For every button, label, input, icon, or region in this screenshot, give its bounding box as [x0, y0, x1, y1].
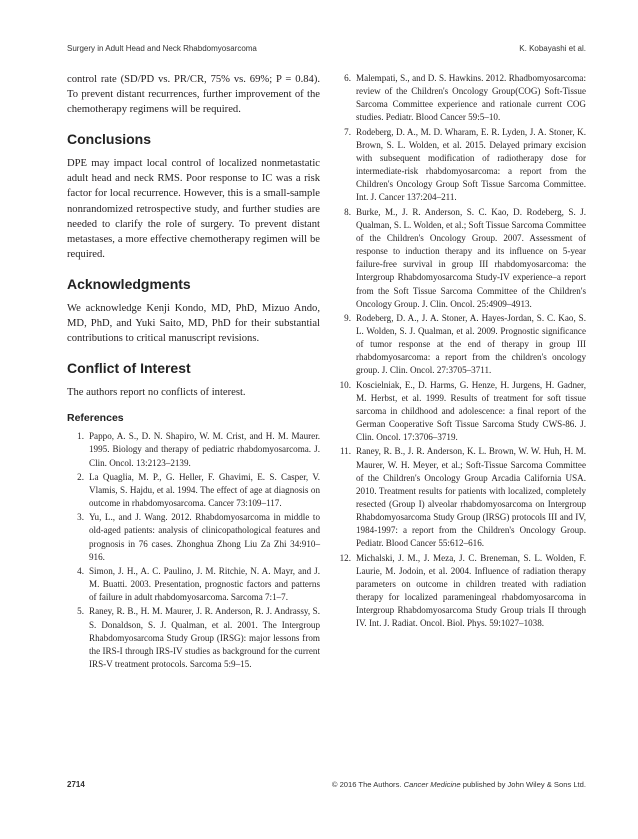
references-heading: References — [67, 412, 124, 425]
reference-text: Koscielniak, E., D. Harms, G. Henze, H. Jurgens, H. Gadner, M. Herbst, et al. 1999. Results of treatment for soft tissue sarcoma in childhood and adolescence: a final report of the German Cooperative Soft Tissue Sarcoma Study CWS-86. J. Clin. Oncol. 17:3706–3719. — [356, 379, 586, 443]
reference-item — [67, 605, 320, 671]
reference-item — [334, 126, 586, 205]
reference-item — [67, 511, 320, 564]
reference-item — [334, 379, 586, 445]
conclusions-heading: Conclusions — [67, 131, 152, 148]
copyright-line — [332, 780, 586, 789]
left-column — [67, 72, 320, 672]
reference-item — [334, 445, 586, 550]
reference-item — [67, 430, 320, 469]
page-footer — [67, 780, 586, 789]
reference-text: Rodeberg, D. A., M. D. Wharam, E. R. Lyden, J. A. Stoner, K. Brown, S. L. Wolden, et al. 2015. Delayed primary excision with subsequent modification of radiotherapy dose for intermediate-risk rhabdomyosarcoma: a report from the Children's Oncology Group Soft Tissue Sarcoma Committee. Int. J. Cancer 137:204–211. — [356, 126, 586, 203]
reference-item — [334, 206, 586, 311]
running-head — [67, 44, 586, 53]
reference-list-left — [67, 430, 320, 671]
reference-item — [67, 565, 320, 604]
reference-number: 9. — [344, 312, 351, 323]
reference-number: 6. — [344, 73, 351, 83]
reference-number: 10. — [339, 379, 351, 390]
right-column — [334, 72, 586, 632]
copyright-prefix: © 2016 The Authors. — [331, 780, 402, 789]
reference-item — [334, 312, 586, 378]
reference-number: 5. — [77, 606, 84, 617]
reference-text: Pappo, A. S., D. N. Shapiro, W. M. Crist, and H. M. Maurer. 1995. Biology and therapy of pediatric rhabdomyosarcoma. J. Clin. Oncol. 13:2123–2139. — [89, 431, 320, 468]
reference-text: Yu, L., and J. Wang. 2012. Rhabdomyosarcoma in middle to old-aged patients: analysis of clinicopathological features and prognosis in 76 cases. Zhonghua Zhong Liu Za Zhi 34:910–916. — [89, 512, 320, 562]
reference-text: Rodeberg, D. A., J. A. Stoner, A. Hayes-Jordan, S. C. Kao, S. L. Wolden, S. J. Qualman, et al. 2009. Prognostic significance of tumor response at the end of therapy in group III rhabdomyosarcoma: a report from the children's oncology group. J. Clin. Oncol. 27:3705–3711. — [356, 312, 586, 376]
reference-number: 7. — [344, 126, 351, 137]
intro-paragraph: control rate (SD/PD vs. PR/CR, 75% vs. 69%; P = 0.84). To prevent distant recurrences, further improvement of the chemotherapy regimens will be required. — [67, 74, 320, 116]
reference-text: Raney, R. B., H. M. Maurer, J. R. Anderson, R. J. Andrassy, S. S. Donaldson, S. J. Qualman, et al. 2001. The Intergroup Rhabdomyosarcoma Study Group (IRSG): major lessons from the IRS-I through IRS-IV studies as background for the current IRS-V treatment protocols. Sarcoma 5:9–15. — [89, 606, 320, 669]
reference-text: La Quaglia, M. P., G. Heller, F. Ghavimi, E. S. Casper, V. Vlamis, S. Hajdu, et al. 1994. The effect of age at diagnosis on outcome in rhabdomyosarcoma. Cancer 73:109–117. — [89, 471, 320, 509]
running-title: Surgery in Adult Head and Neck Rhabdomyosarcoma — [67, 44, 257, 53]
reference-number: 12. — [339, 552, 351, 563]
reference-text: Simon, J. H., A. C. Paulino, J. M. Ritchie, N. A. Mayr, and J. M. Buatti. 2003. Presentation, prognostic factors and patterns of failure in adult rhabdomyosarcoma. Sarcoma 7:1–7. — [89, 565, 320, 603]
reference-number: 11. — [339, 446, 351, 457]
coi-heading: Conflict of Interest — [67, 360, 191, 377]
reference-text: Burke, M., J. R. Anderson, S. C. Kao, D. Rodeberg, S. J. Qualman, S. L. Wolden, et al.; Soft Tissue Sarcoma Committee of the Children's Oncology Group. 2007. Assessment of response to induction therapy and its influence on 5-year failure-free survival in group III rhabdomyosarcoma: the Intergroup Rhabdomyosarcoma Study-IV experience–a report from the Soft Tissue Sarcoma Committee of the Children's Oncology Group. J. Clin. Oncol. 25:4909–4913. — [356, 206, 586, 309]
reference-number: 4. — [77, 565, 84, 576]
running-authors: K. Kobayashi et al. — [519, 44, 586, 53]
coi-text: The authors report no conflicts of interest. — [67, 387, 246, 399]
reference-text: Malempati, S., and D. S. Hawkins. 2012. Rhadbomyosarcoma: review of the Children's Oncology Group(COG) Soft-Tissue Sarcoma Committee experience and rationale current COG studies. Pediatr. Blood Cancer 59:5–10. — [356, 73, 586, 123]
copyright-suffix: published by John Wiley & Sons Ltd. — [462, 780, 586, 789]
reference-number: 8. — [344, 206, 351, 217]
reference-number: 1. — [77, 431, 84, 442]
reference-text: Michalski, J. M., J. Meza, J. C. Breneman, S. L. Wolden, F. Laurie, M. Jodoin, et al. 2004. Influence of radiation therapy parameters on outcome in children treated with radiation therapy for localized parameningeal rhabdomyosarcoma in Intergroup Rhabdomyosarcoma Study Group trials II through IV. Int. J. Radiat. Oncol. Biol. Phys. 59:1027–1038. — [356, 552, 586, 629]
reference-number: 2. — [77, 471, 84, 482]
reference-item — [334, 552, 586, 631]
reference-list-right — [334, 72, 586, 631]
acknowledgments-heading: Acknowledgments — [67, 275, 191, 292]
reference-number: 3. — [77, 512, 84, 523]
reference-item — [334, 72, 586, 125]
acknowledgments-text: We acknowledge Kenji Kondo, MD, PhD, Mizuo Ando, MD, PhD, and Yuki Saito, MD, PhD for their substantial contributions to critical manuscript revisions. — [67, 302, 320, 345]
journal-name: Cancer Medicine — [403, 780, 461, 789]
conclusions-text: DPE may impact local control of localized nonmetastatic adult head and neck RMS. Poor response to IC was a risk factor for local recurrence. However, this is a small-sample nonrandomized retrospective study, and further studies are needed to clarify the role of surgery. To prevent distant metastases, a more effective chemotherapy regimen will be required. — [67, 158, 320, 260]
page-number: 2714 — [67, 780, 85, 789]
reference-item — [67, 471, 320, 510]
reference-text: Raney, R. B., J. R. Anderson, K. L. Brown, W. W. Huh, H. M. Maurer, W. H. Meyer, et al.; Soft-Tissue Sarcoma Committee of the Children's Oncology Group Arcadia California USA. 2010. Treatment results for patients with localized, completely resected (Group I) alveolar rhabdomyosarcoma on Intergroup Rhabdomyosarcoma Study Group (IRSG) protocols III and IV, 1984-1997: a report from the Children's Oncology Group. Pediatr. Blood Cancer 55:612–616. — [356, 446, 586, 549]
